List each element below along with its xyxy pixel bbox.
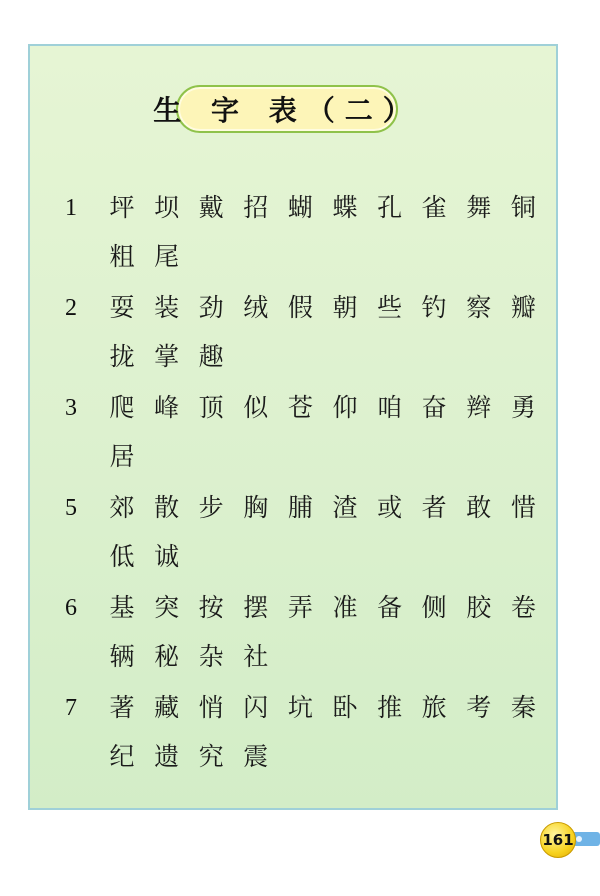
character: 瓣 <box>510 293 536 322</box>
character-row <box>0 188 600 228</box>
lesson-number: 6 <box>65 595 77 621</box>
character: 惜 <box>510 493 536 522</box>
character: 坪 <box>109 193 135 222</box>
character-row <box>0 588 600 628</box>
character: 掌 <box>154 342 180 371</box>
character: 旅 <box>421 693 447 722</box>
character-row <box>0 737 600 777</box>
page-number-tab <box>540 822 600 856</box>
character-row <box>0 388 600 428</box>
character: 勇 <box>510 393 536 422</box>
title-badge <box>153 85 421 133</box>
character: 考 <box>466 693 492 722</box>
character: 秦 <box>510 693 536 722</box>
character: 劲 <box>198 293 224 322</box>
character: 似 <box>243 393 269 422</box>
character: 摆 <box>243 593 269 622</box>
character: 居 <box>109 442 135 471</box>
character: 苍 <box>287 393 313 422</box>
character: 弄 <box>287 593 313 622</box>
lesson-number: 1 <box>65 195 77 221</box>
character: 闪 <box>243 693 269 722</box>
character: 粗 <box>109 242 135 271</box>
character: 舞 <box>466 193 492 222</box>
character: 仰 <box>332 393 358 422</box>
character: 卷 <box>510 593 536 622</box>
character: 辫 <box>466 393 492 422</box>
lesson-number: 3 <box>65 395 77 421</box>
character: 戴 <box>198 193 224 222</box>
character: 诚 <box>154 542 180 571</box>
character: 峰 <box>154 393 180 422</box>
character: 爬 <box>109 393 135 422</box>
character-row <box>0 337 600 377</box>
character: 蝴 <box>287 193 313 222</box>
character: 咱 <box>377 393 403 422</box>
character: 震 <box>243 742 269 771</box>
character: 绒 <box>243 293 269 322</box>
character-row <box>0 237 600 277</box>
character: 孔 <box>377 193 403 222</box>
character: 侧 <box>421 593 447 622</box>
character: 步 <box>198 493 224 522</box>
character: 悄 <box>198 693 224 722</box>
character: 招 <box>243 193 269 222</box>
character: 低 <box>109 542 135 571</box>
character: 者 <box>421 493 447 522</box>
character: 胸 <box>243 493 269 522</box>
character: 散 <box>154 493 180 522</box>
character: 拢 <box>109 342 135 371</box>
character: 趣 <box>198 342 224 371</box>
lesson-number: 5 <box>65 495 77 521</box>
character: 胶 <box>466 593 492 622</box>
character: 顶 <box>198 393 224 422</box>
character: 雀 <box>421 193 447 222</box>
page-tab-dot <box>576 836 582 842</box>
character: 耍 <box>109 293 135 322</box>
character: 备 <box>377 593 403 622</box>
lesson-number: 2 <box>65 295 77 321</box>
lesson-number: 7 <box>65 695 77 721</box>
character: 藏 <box>154 693 180 722</box>
character-row <box>0 637 600 677</box>
character: 蝶 <box>332 193 358 222</box>
character: 钓 <box>421 293 447 322</box>
page-title: 生 字 表（二） <box>153 94 421 127</box>
character: 敢 <box>466 493 492 522</box>
character: 遗 <box>154 742 180 771</box>
character: 基 <box>109 593 135 622</box>
character-row <box>0 537 600 577</box>
character: 秘 <box>154 642 180 671</box>
character: 按 <box>198 593 224 622</box>
character: 辆 <box>109 642 135 671</box>
character: 推 <box>377 693 403 722</box>
character: 些 <box>377 293 403 322</box>
character: 究 <box>198 742 224 771</box>
character: 渣 <box>332 493 358 522</box>
character: 郊 <box>109 493 135 522</box>
character: 社 <box>243 642 269 671</box>
character: 突 <box>154 593 180 622</box>
character: 坝 <box>154 193 180 222</box>
character: 装 <box>154 293 180 322</box>
character-row <box>0 437 600 477</box>
character: 察 <box>466 293 492 322</box>
character: 杂 <box>198 642 224 671</box>
character: 脯 <box>287 493 313 522</box>
character: 卧 <box>332 693 358 722</box>
character: 著 <box>109 693 135 722</box>
character: 尾 <box>154 242 180 271</box>
page-number: 161 <box>540 822 576 858</box>
character: 假 <box>287 293 313 322</box>
character: 奋 <box>421 393 447 422</box>
character-row <box>0 288 600 328</box>
character: 准 <box>332 593 358 622</box>
character-row <box>0 488 600 528</box>
character: 纪 <box>109 742 135 771</box>
character: 坑 <box>287 693 313 722</box>
character: 朝 <box>332 293 358 322</box>
character: 或 <box>377 493 403 522</box>
character-row <box>0 688 600 728</box>
character: 铜 <box>510 193 536 222</box>
